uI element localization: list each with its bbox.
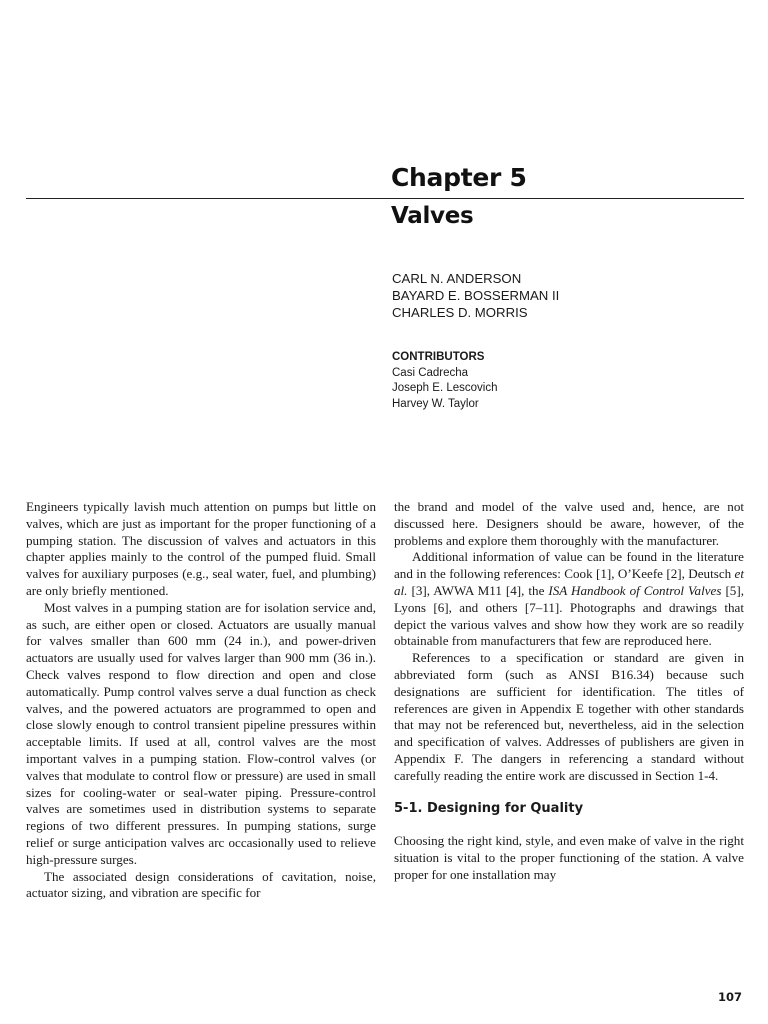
text-run: [3], AWWA M11 [4], the xyxy=(407,582,549,598)
body-paragraph: Choosing the right kind, style, and even make of valve in the right situation is vital to the proper functioning of the station. A valve proper for one installation may xyxy=(394,833,744,882)
author-name: BAYARD E. BOSSERMAN II xyxy=(392,288,560,303)
body-paragraph: Most valves in a pumping station are for isolation service and, as such, are either open or closed. Actuators are usually manual for valves smaller than 600 mm (24 in.), and power-driven actuators are usually used for valves larger than 900 mm (36 in.). Check valves respond to flow direction and open and close automatically. Pump control valves serve a dual function as check valves, and the powered actuators are programmed to open and close slowly enough to control transient pipeline pressures within acceptable limits. If used at all, control valves are the most important valves in a pumping station. Flow-control valves (or valves that modulate to control flow or pressure) are used in small sizes for cooling-water or seal-water piping. Pressure-control valves are sometimes used in distribution systems to separate regions of two different pressures. In pumping stations, surge relief or surge anticipation valves arc occasionally used to relieve high-pressure surges. xyxy=(26,599,376,867)
body-paragraph: References to a specification or standard are given in abbreviated form (such as ANSI B16.34) because such designations are sufficient for identification. The titles of references are given in Appendix E together with other standards that may not be referenced but, nevertheless, aid in the selection and specification of valves. Addresses of publishers are given in Appendix F. The dangers in referencing a standard without carefully reading the entire work are discussed in Section 1-4. xyxy=(394,650,744,783)
left-column xyxy=(26,499,376,902)
author-list xyxy=(392,270,559,321)
body-paragraph: Engineers typically lavish much attention on pumps but little on valves, which are just as important for the proper functioning of a pumping station. The discussion of valves and actuators in this chapter applies mainly to the control of the pumped fluid. Small valves for auxiliary purposes (e.g., seal water, fuel, and plumbing) are only briefly mentioned. xyxy=(26,499,376,598)
section-heading: 5-1. Designing for Quality xyxy=(394,800,584,816)
body-paragraph: the brand and model of the valve used and, hence, are not discussed here. Designers should be aware, however, of the problems and explore them thoroughly with the manufacturer. xyxy=(394,499,744,548)
header-rule xyxy=(26,198,744,199)
author-name: CARL N. ANDERSON xyxy=(392,271,522,286)
text-run-italic: ISA Handbook of Control Valves xyxy=(548,582,722,598)
contributor-name: Joseph E. Lescovich xyxy=(392,382,498,394)
right-column xyxy=(394,499,744,884)
text-run: Additional information of value can be found in the literature and in the following references: Cook [1], O’Keefe [2], Deutsch xyxy=(394,549,744,582)
author-name: CHARLES D. MORRIS xyxy=(392,305,528,320)
chapter-title: Valves xyxy=(391,203,474,229)
text-run: [5], Lyons [6], and others [7–11]. Photographs and drawings that depict the various valves and show how they work are so readily obtainable from manufacturers that few are reproduced here. xyxy=(394,582,744,649)
contributor-name: Harvey W. Taylor xyxy=(392,397,479,410)
body-paragraph: The associated design considerations of cavitation, noise, actuator sizing, and vibration are specific for xyxy=(26,868,376,901)
text-run-italic: et al. xyxy=(394,566,744,598)
chapter-label: Chapter 5 xyxy=(391,163,527,192)
body-paragraph xyxy=(394,549,744,650)
contributors-block xyxy=(392,350,497,412)
contributor-name: Casi Cadrecha xyxy=(392,366,469,379)
contributors-heading: CONTRIBUTORS xyxy=(392,351,485,363)
page-number: 107 xyxy=(717,990,742,1004)
